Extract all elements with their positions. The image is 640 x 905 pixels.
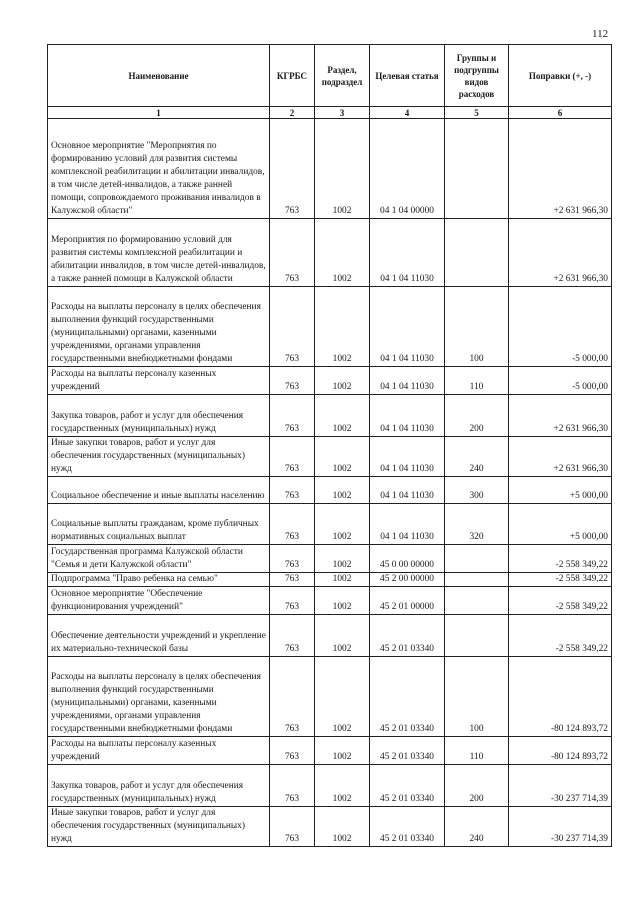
row-csr: 45 0 00 00000 bbox=[370, 545, 445, 573]
row-name: Расходы на выплаты персоналу казенных учреждений bbox=[48, 737, 270, 765]
row-vr bbox=[445, 587, 509, 615]
row-kgrbs: 763 bbox=[270, 545, 315, 573]
table-row bbox=[48, 615, 612, 657]
row-name: Расходы на выплаты персоналу в целях обеспечения выполнения функций государственными (муниципальными) органами, казенными учреждениями, органами управления государственными внебюджетными фондами bbox=[48, 287, 270, 367]
table-row bbox=[48, 657, 612, 737]
column-number: 6 bbox=[509, 107, 612, 119]
row-vr bbox=[445, 119, 509, 219]
row-kgrbs: 763 bbox=[270, 765, 315, 807]
row-vr bbox=[445, 545, 509, 573]
row-razdel: 1002 bbox=[315, 545, 370, 573]
row-csr: 45 2 01 03340 bbox=[370, 737, 445, 765]
row-csr: 45 2 01 03340 bbox=[370, 657, 445, 737]
row-csr: 45 2 01 03340 bbox=[370, 765, 445, 807]
row-name: Закупка товаров, работ и услуг для обеспечения государственных (муниципальных) нужд bbox=[48, 765, 270, 807]
row-vr bbox=[445, 573, 509, 587]
row-amount: +2 631 966,30 bbox=[509, 395, 612, 437]
row-amount: -2 558 349,22 bbox=[509, 545, 612, 573]
row-razdel: 1002 bbox=[315, 504, 370, 545]
row-amount: +2 631 966,30 bbox=[509, 437, 612, 477]
table-row bbox=[48, 573, 612, 587]
row-vr: 100 bbox=[445, 657, 509, 737]
row-kgrbs: 763 bbox=[270, 287, 315, 367]
row-name: Государственная программа Калужской области "Семья и дети Калужской области" bbox=[48, 545, 270, 573]
column-number: 3 bbox=[315, 107, 370, 119]
row-name: Мероприятия по формированию условий для развития системы комплексной реабилитации и абилитации инвалидов, в том числе детей-инвалидов, а также ранней помощи в Калужской области bbox=[48, 219, 270, 287]
row-razdel: 1002 bbox=[315, 477, 370, 504]
row-name: Социальные выплаты гражданам, кроме публичных нормативных социальных выплат bbox=[48, 504, 270, 545]
row-vr: 110 bbox=[445, 367, 509, 395]
row-name: Социальное обеспечение и иные выплаты населению bbox=[48, 477, 270, 504]
row-kgrbs: 763 bbox=[270, 615, 315, 657]
header-amount: Поправки (+, -) bbox=[509, 45, 612, 107]
row-vr bbox=[445, 615, 509, 657]
row-kgrbs: 763 bbox=[270, 119, 315, 219]
row-name: Подпрограмма "Право ребенка на семью" bbox=[48, 573, 270, 587]
row-name: Иные закупки товаров, работ и услуг для обеспечения государственных (муниципальных) нужд bbox=[48, 807, 270, 847]
row-amount: -2 558 349,22 bbox=[509, 587, 612, 615]
table-row bbox=[48, 119, 612, 219]
row-amount: +2 631 966,30 bbox=[509, 119, 612, 219]
row-kgrbs: 763 bbox=[270, 657, 315, 737]
row-amount: +5 000,00 bbox=[509, 477, 612, 504]
row-vr: 320 bbox=[445, 504, 509, 545]
column-number: 5 bbox=[445, 107, 509, 119]
row-razdel: 1002 bbox=[315, 615, 370, 657]
row-csr: 04 1 04 11030 bbox=[370, 219, 445, 287]
row-kgrbs: 763 bbox=[270, 504, 315, 545]
header-vr: Группы и подгруппы видов расходов bbox=[445, 45, 509, 107]
row-vr: 240 bbox=[445, 807, 509, 847]
row-csr: 04 1 04 11030 bbox=[370, 287, 445, 367]
row-amount: -30 237 714,39 bbox=[509, 765, 612, 807]
row-razdel: 1002 bbox=[315, 657, 370, 737]
row-kgrbs: 763 bbox=[270, 219, 315, 287]
table-row bbox=[48, 765, 612, 807]
row-vr: 200 bbox=[445, 765, 509, 807]
row-kgrbs: 763 bbox=[270, 587, 315, 615]
row-razdel: 1002 bbox=[315, 807, 370, 847]
header-csr: Целевая статья bbox=[370, 45, 445, 107]
row-kgrbs: 763 bbox=[270, 367, 315, 395]
row-csr: 45 2 00 00000 bbox=[370, 573, 445, 587]
row-razdel: 1002 bbox=[315, 573, 370, 587]
row-kgrbs: 763 bbox=[270, 573, 315, 587]
row-amount: -80 124 893,72 bbox=[509, 737, 612, 765]
row-vr: 200 bbox=[445, 395, 509, 437]
header-razdel: Раздел, подраздел bbox=[315, 45, 370, 107]
row-amount: -5 000,00 bbox=[509, 367, 612, 395]
page-number: 112 bbox=[592, 28, 609, 40]
column-number-row bbox=[48, 107, 612, 119]
row-razdel: 1002 bbox=[315, 287, 370, 367]
row-name: Основное мероприятие "Обеспечение функционирования учреждений" bbox=[48, 587, 270, 615]
row-name: Обеспечение деятельности учреждений и укрепление их материально-технической базы bbox=[48, 615, 270, 657]
row-csr: 04 1 04 11030 bbox=[370, 367, 445, 395]
row-csr: 04 1 04 11030 bbox=[370, 437, 445, 477]
table-row bbox=[48, 219, 612, 287]
row-csr: 45 2 01 00000 bbox=[370, 587, 445, 615]
row-csr: 45 2 01 03340 bbox=[370, 807, 445, 847]
row-csr: 45 2 01 03340 bbox=[370, 615, 445, 657]
table-row bbox=[48, 545, 612, 573]
row-amount: -80 124 893,72 bbox=[509, 657, 612, 737]
row-amount: -2 558 349,22 bbox=[509, 615, 612, 657]
row-csr: 04 1 04 11030 bbox=[370, 477, 445, 504]
header-kgrbs: КГРБС bbox=[270, 45, 315, 107]
table-row bbox=[48, 287, 612, 367]
row-amount: -5 000,00 bbox=[509, 287, 612, 367]
row-kgrbs: 763 bbox=[270, 807, 315, 847]
row-vr: 110 bbox=[445, 737, 509, 765]
table-row bbox=[48, 587, 612, 615]
row-razdel: 1002 bbox=[315, 587, 370, 615]
header-name: Наименование bbox=[48, 45, 270, 107]
row-razdel: 1002 bbox=[315, 219, 370, 287]
row-name: Иные закупки товаров, работ и услуг для обеспечения государственных (муниципальных) нужд bbox=[48, 437, 270, 477]
table-row bbox=[48, 477, 612, 504]
column-number: 2 bbox=[270, 107, 315, 119]
row-razdel: 1002 bbox=[315, 737, 370, 765]
row-kgrbs: 763 bbox=[270, 437, 315, 477]
row-vr: 300 bbox=[445, 477, 509, 504]
row-csr: 04 1 04 00000 bbox=[370, 119, 445, 219]
row-kgrbs: 763 bbox=[270, 737, 315, 765]
row-razdel: 1002 bbox=[315, 367, 370, 395]
table-row bbox=[48, 807, 612, 847]
row-name: Расходы на выплаты персоналу в целях обеспечения выполнения функций государственными (муниципальными) органами, казенными учреждениями, органами управления государственными внебюджетными фондами bbox=[48, 657, 270, 737]
row-kgrbs: 763 bbox=[270, 477, 315, 504]
row-vr bbox=[445, 219, 509, 287]
table-header-row bbox=[48, 45, 612, 107]
table-row bbox=[48, 737, 612, 765]
row-csr: 04 1 04 11030 bbox=[370, 504, 445, 545]
row-razdel: 1002 bbox=[315, 119, 370, 219]
row-razdel: 1002 bbox=[315, 437, 370, 477]
row-name: Основное мероприятие "Мероприятия по формированию условий для развития системы комплексной реабилитации и абилитации инвалидов, в том числе детей-инвалидов, а также ранней помощи, сопровождаемого проживания инвалидов в Калужской области" bbox=[48, 119, 270, 219]
table-row bbox=[48, 437, 612, 477]
column-number: 1 bbox=[48, 107, 270, 119]
table-row bbox=[48, 395, 612, 437]
row-vr: 240 bbox=[445, 437, 509, 477]
row-amount: +5 000,00 bbox=[509, 504, 612, 545]
row-name: Расходы на выплаты персоналу казенных учреждений bbox=[48, 367, 270, 395]
row-amount: -2 558 349,22 bbox=[509, 573, 612, 587]
row-vr: 100 bbox=[445, 287, 509, 367]
row-amount: -30 237 714,39 bbox=[509, 807, 612, 847]
row-csr: 04 1 04 11030 bbox=[370, 395, 445, 437]
table-row bbox=[48, 504, 612, 545]
budget-amendments-table bbox=[47, 44, 612, 847]
row-amount: +2 631 966,30 bbox=[509, 219, 612, 287]
column-number: 4 bbox=[370, 107, 445, 119]
row-razdel: 1002 bbox=[315, 765, 370, 807]
row-name: Закупка товаров, работ и услуг для обеспечения государственных (муниципальных) нужд bbox=[48, 395, 270, 437]
row-razdel: 1002 bbox=[315, 395, 370, 437]
table-row bbox=[48, 367, 612, 395]
row-kgrbs: 763 bbox=[270, 395, 315, 437]
